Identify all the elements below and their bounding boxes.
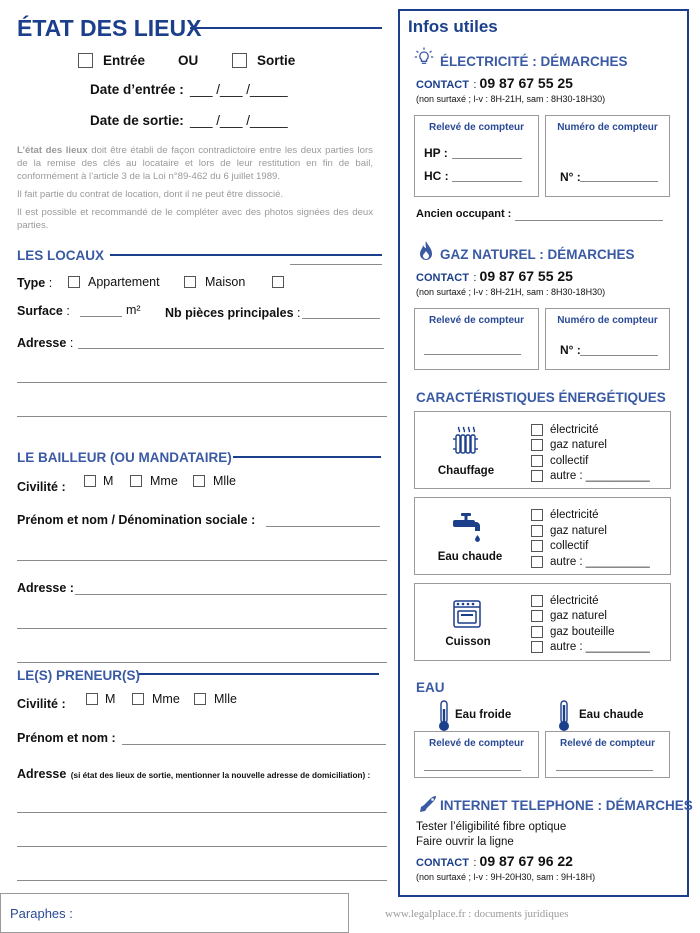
page-title: ÉTAT DES LIEUX (17, 15, 202, 41)
date-entree-label: Date d’entrée : (90, 82, 184, 97)
bailleur-mme-label: Mme (150, 474, 178, 488)
thermometer-icon (557, 700, 571, 732)
electricite-hours: (non surtaxé ; l-v : 8H-21H, sam : 8H30-18H30) (416, 94, 606, 104)
locaux-rule (110, 254, 382, 256)
preneur-rule (139, 673, 379, 675)
ancien-occupant-field[interactable] (515, 220, 663, 221)
eau-chaude-option[interactable]: collectif (531, 540, 588, 552)
preneur-civilite-label: Civilité : (17, 697, 66, 711)
bailleur-rule (233, 456, 381, 458)
footer-site: www.legalplace.fr : documents juridiques (385, 908, 569, 920)
surface-field[interactable] (80, 316, 122, 317)
preneur-m-label: M (105, 692, 116, 706)
ou-label: OU (178, 53, 199, 68)
eau-chaude-releve-field[interactable] (556, 770, 653, 771)
eau-chaude-meter-label: Eau chaude (579, 709, 644, 721)
gaz-hours: (non surtaxé ; l-v : 8H-21H, sam : 8H30-18H30) (416, 287, 606, 297)
elec-hp-label: HP : (424, 146, 448, 160)
gaz-heading: GAZ NATUREL : DÉMARCHES (440, 247, 635, 262)
bailleur-mme-checkbox[interactable] (130, 475, 142, 487)
maison-checkbox[interactable] (184, 276, 196, 288)
locaux-adresse-line-3[interactable] (17, 416, 387, 417)
elec-hc-label: HC : (424, 169, 449, 183)
entree-label: Entrée (103, 53, 146, 68)
thermometer-icon (437, 700, 451, 732)
elec-releve-title: Relevé de compteur (428, 122, 525, 133)
locaux-adresse-line-1[interactable] (78, 348, 384, 349)
cuisson-option[interactable]: autre : __________ (531, 641, 650, 653)
appartement-label: Appartement (88, 275, 160, 289)
gaz-n-label: N° : (560, 343, 581, 357)
intro-text (17, 144, 373, 232)
energetiques-heading: CARACTÉRISTIQUES ÉNERGÉTIQUES (416, 390, 666, 405)
elec-hc-field[interactable] (452, 181, 522, 182)
preneur-adresse-line-3[interactable] (17, 880, 387, 881)
gaz-n-field[interactable] (580, 355, 658, 356)
eau-chaude-option[interactable]: gaz naturel (531, 525, 607, 537)
cuisson-option[interactable]: électricité (531, 595, 599, 607)
bailleur-heading: LE BAILLEUR (OU MANDATAIRE) (17, 450, 232, 465)
intro-p3: Il est possible et recommandé de le compléter avec des photos signées des deux parties. (17, 207, 373, 231)
eau-heading: EAU (416, 680, 445, 695)
intro-p1: doit être établi de façon contradictoire entre les deux parties lors de la remise des clés au locataire et lors de leur restitution en fin de bail, conformément à l’article 3 de la Loi n°89-462 du 6 juillet 1989. (17, 145, 373, 182)
eau-chaude-releve-title: Relevé de compteur (559, 738, 656, 749)
eau-froide-label: Eau froide (455, 709, 512, 721)
chauffage-option[interactable]: gaz naturel (531, 439, 607, 451)
gaz-contact: CONTACT : 09 87 67 55 25 (416, 268, 573, 284)
m2-unit: m² (126, 303, 141, 317)
eau-chaude-option[interactable]: électricité (531, 509, 599, 521)
date-sortie-label: Date de sortie: (90, 113, 184, 128)
internet-contact: CONTACT : 09 87 67 96 22 (416, 853, 573, 869)
bailleur-adresse-label: Adresse : (17, 581, 74, 595)
preneur-prenom-label: Prénom et nom : (17, 731, 116, 745)
phone-icon (418, 794, 438, 814)
preneur-m-checkbox[interactable] (86, 693, 98, 705)
radiator-icon (453, 426, 479, 456)
internet-hours: (non surtaxé ; l-v : 9H-20H30, sam : 9H-18H) (416, 872, 596, 882)
preneur-prenom-field[interactable] (122, 744, 386, 745)
chauffage-option[interactable]: électricité (531, 424, 599, 436)
chauffage-label: Chauffage (437, 465, 495, 477)
bailleur-prenom-label: Prénom et nom / Dénomination sociale : (17, 513, 256, 527)
locaux-heading: LES LOCAUX (17, 248, 105, 263)
eau-chaude-label: Eau chaude (437, 551, 503, 563)
lightbulb-icon (414, 47, 434, 67)
electricite-contact: CONTACT : 09 87 67 55 25 (416, 75, 573, 91)
flame-icon (418, 240, 434, 262)
locaux-short-line (290, 264, 382, 265)
eau-froide-releve-title: Relevé de compteur (428, 738, 525, 749)
nb-pieces-label: Nb pièces principales : (165, 306, 301, 320)
bailleur-m-label: M (103, 474, 114, 488)
cuisson-option[interactable]: gaz bouteille (531, 626, 615, 638)
bailleur-prenom-line-2[interactable] (17, 560, 387, 561)
bailleur-adresse-line-1[interactable] (75, 594, 387, 595)
cuisson-option[interactable]: gaz naturel (531, 610, 607, 622)
surface-label: Surface : (17, 304, 70, 318)
maison-label: Maison (205, 275, 246, 289)
bailleur-mlle-label: Mlle (213, 474, 236, 488)
preneur-adresse-line-2[interactable] (17, 846, 387, 847)
preneur-heading: LE(S) PRENEUR(S) (17, 668, 141, 683)
chauffage-option[interactable]: collectif (531, 455, 588, 467)
oven-icon (453, 600, 481, 628)
date-sortie-field[interactable]: ___ /___ /_____ (190, 113, 288, 128)
title-rule (190, 27, 382, 29)
elec-hp-field[interactable] (452, 158, 522, 159)
bailleur-prenom-field[interactable] (266, 526, 380, 527)
elec-n-field[interactable] (580, 181, 658, 182)
gaz-releve-title: Relevé de compteur (428, 315, 525, 326)
elec-numero-title: Numéro de compteur (557, 122, 658, 133)
preneur-mlle-checkbox[interactable] (194, 693, 206, 705)
nb-pieces-field[interactable] (302, 318, 380, 319)
bailleur-adresse-line-2[interactable] (17, 628, 387, 629)
gaz-releve-field[interactable] (424, 354, 521, 355)
internet-heading: INTERNET TELEPHONE : DÉMARCHES (440, 798, 693, 813)
ancien-occupant-label: Ancien occupant : (416, 208, 512, 220)
elec-n-label: N° : (560, 170, 581, 184)
infos-title: Infos utiles (408, 17, 498, 36)
preneur-adresse-line-1[interactable] (17, 812, 387, 813)
date-entree-field[interactable]: ___ /___ /_____ (190, 82, 288, 97)
locaux-adresse-label: Adresse : (17, 336, 74, 350)
preneur-mlle-label: Mlle (214, 692, 237, 706)
appartement-checkbox[interactable] (68, 276, 80, 288)
bailleur-mlle-checkbox[interactable] (193, 475, 205, 487)
gaz-numero-title: Numéro de compteur (557, 315, 658, 326)
chauffage-option[interactable]: autre : __________ (531, 470, 650, 482)
preneur-mme-label: Mme (152, 692, 180, 706)
cuisson-label: Cuisson (445, 636, 491, 648)
preneur-adresse-label: Adresse (si état des lieux de sortie, mentionner la nouvelle adresse de domiciliation) : (17, 767, 371, 781)
eau-froide-releve-field[interactable] (424, 770, 521, 771)
intro-bold: L’état des lieux (17, 145, 88, 156)
internet-line1: Tester l’éligibilité fibre optique (416, 821, 567, 833)
paraphes-label: Paraphes : (10, 906, 73, 921)
internet-line2: Faire ouvrir la ligne (416, 836, 514, 848)
faucet-icon (452, 512, 482, 544)
bailleur-m-checkbox[interactable] (84, 475, 96, 487)
electricite-heading: ÉLECTRICITÉ : DÉMARCHES (440, 54, 628, 69)
preneur-mme-checkbox[interactable] (132, 693, 144, 705)
sortie-checkbox[interactable] (232, 53, 247, 68)
locaux-adresse-line-2[interactable] (17, 382, 387, 383)
intro-p2: Il fait partie du contrat de location, dont il ne peut être dissocié. (17, 189, 284, 200)
type-label: Type : (17, 276, 53, 290)
bailleur-adresse-line-3[interactable] (17, 662, 387, 663)
bailleur-civilite-label: Civilité : (17, 480, 66, 494)
entree-checkbox[interactable] (78, 53, 93, 68)
sortie-label: Sortie (257, 53, 296, 68)
type-other-checkbox[interactable] (272, 276, 284, 288)
eau-chaude-option[interactable]: autre : __________ (531, 556, 650, 568)
